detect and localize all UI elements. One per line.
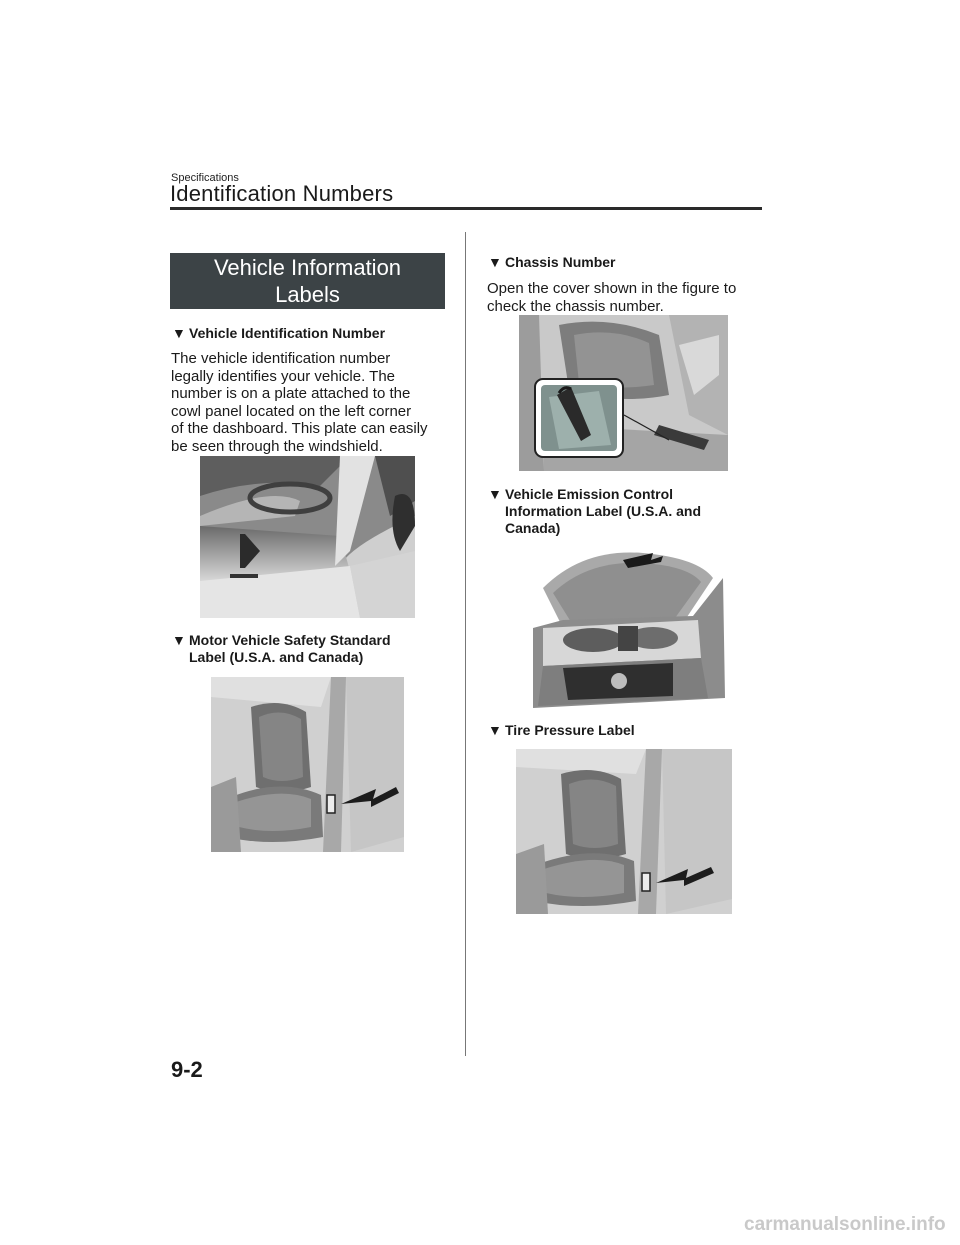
section-title-box <box>170 253 445 309</box>
page-number: 9-2 <box>171 1057 203 1082</box>
emission-figure <box>523 548 725 708</box>
vin-line: The vehicle identification number <box>171 350 391 367</box>
safety-label-heading <box>172 632 391 666</box>
triangle-down-icon: ▼ <box>172 325 186 341</box>
vin-paragraph <box>171 350 428 455</box>
emission-heading-line2: Information Label (U.S.A. and <box>505 503 702 519</box>
vin-line: number is on a plate attached to the <box>171 385 411 402</box>
vin-heading-text: Vehicle Identification Number <box>189 325 386 341</box>
safety-label-heading-line1: Motor Vehicle Safety Standard <box>189 632 391 648</box>
triangle-down-icon: ▼ <box>488 722 502 738</box>
watermark: carmanualsonline.info <box>744 1214 946 1235</box>
vin-line: legally identifies your vehicle. The <box>171 367 396 385</box>
tire-heading <box>488 722 635 739</box>
safety-label-heading-text <box>189 632 391 666</box>
vin-figure <box>200 456 415 618</box>
emission-heading-line1: Vehicle Emission Control <box>505 486 674 502</box>
chassis-line: Open the cover shown in the figure to <box>487 280 737 297</box>
safety-label-heading-line2: Label (U.S.A. and Canada) <box>189 649 364 665</box>
safety-label-figure <box>211 677 404 852</box>
tire-figure <box>516 749 732 914</box>
chassis-line: check the chassis number. <box>487 297 664 315</box>
chassis-heading-text: Chassis Number <box>505 254 616 270</box>
column-divider <box>465 232 466 1056</box>
section-title-line2: Labels <box>275 282 340 307</box>
emission-heading-line3: Canada) <box>505 520 561 536</box>
triangle-down-icon: ▼ <box>488 486 502 502</box>
header-rule <box>170 207 762 210</box>
vin-line: of the dashboard. This plate can easily <box>171 420 428 437</box>
chassis-figure <box>519 315 728 471</box>
triangle-down-icon: ▼ <box>172 632 186 648</box>
section-label: Specifications <box>171 172 239 184</box>
emission-heading-text <box>505 486 701 537</box>
vin-heading <box>172 325 385 342</box>
vin-line: cowl panel located on the left corner <box>171 402 412 420</box>
chassis-heading <box>488 254 615 271</box>
chassis-paragraph <box>487 280 736 315</box>
triangle-down-icon: ▼ <box>488 254 502 270</box>
chapter-title: Identification Numbers <box>170 181 394 206</box>
vin-line: be seen through the windshield. <box>171 437 383 455</box>
tire-heading-text: Tire Pressure Label <box>505 722 635 738</box>
section-title-line1: Vehicle Information <box>213 255 402 280</box>
emission-heading <box>488 486 701 537</box>
